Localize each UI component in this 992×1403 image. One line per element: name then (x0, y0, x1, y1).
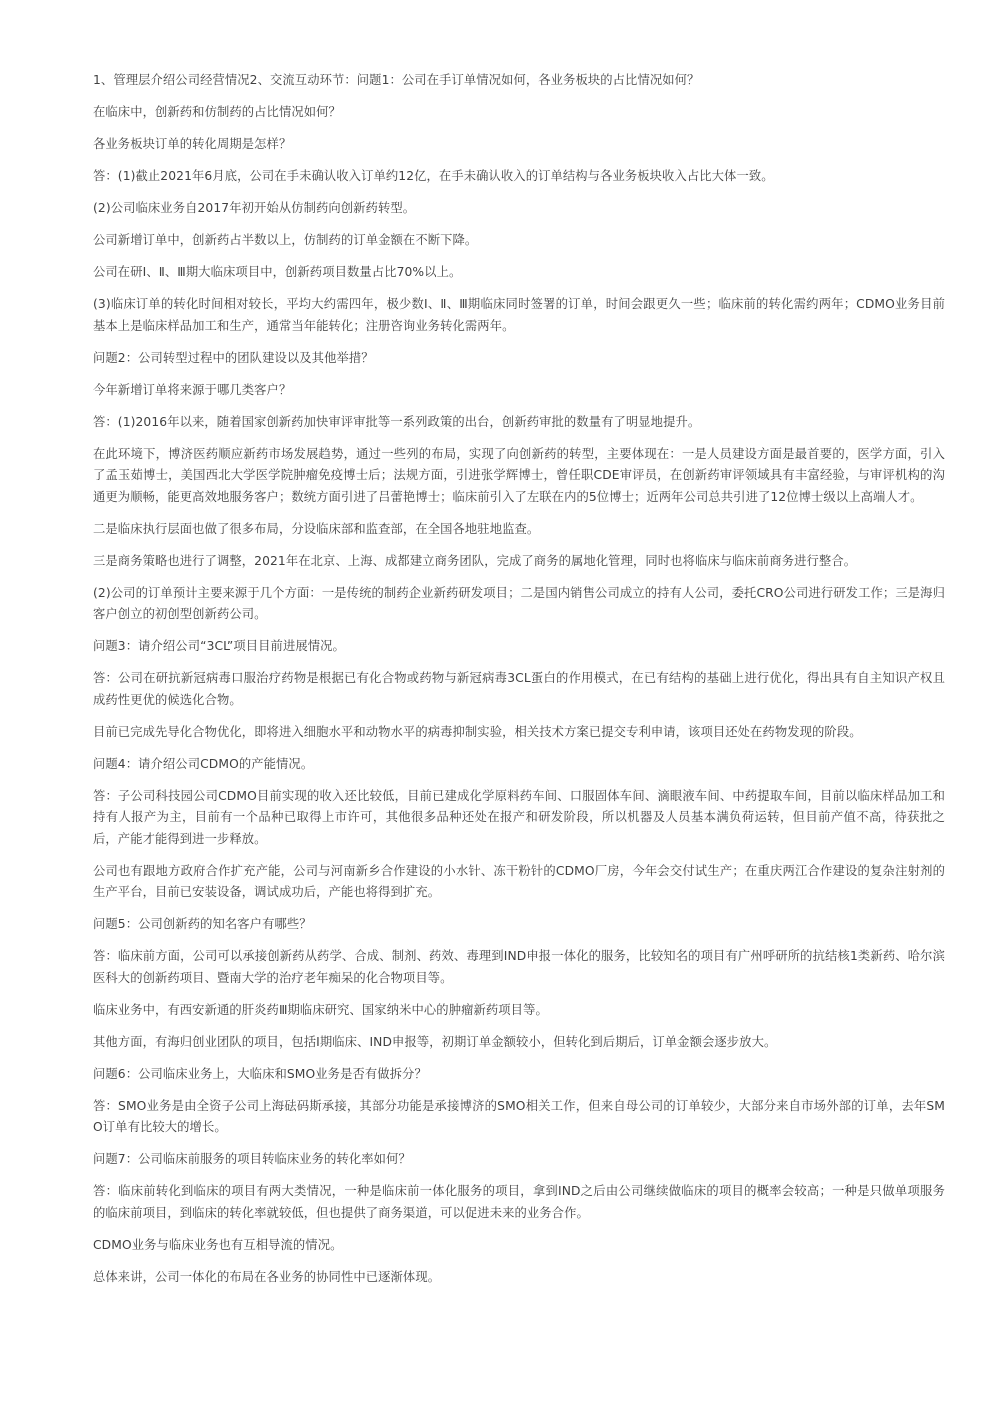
paragraph: 公司在研Ⅰ、Ⅱ、Ⅲ期大临床项目中，创新药项目数量占比70%以上。 (93, 265, 462, 279)
paragraph: 公司新增订单中，创新药占半数以上，仿制药的订单金额在不断下降。 (93, 233, 478, 247)
paragraph: (3)临床订单的转化时间相对较长，平均大约需四年，极少数Ⅰ、Ⅱ、Ⅲ期临床同时签署的订单，时间会跟更久一些；临床前的转化需约两年；CDMO业务目前基本上是临床样品加工和生产，通常当年能转化；注册咨询业务转化需两年。 (93, 297, 945, 333)
paragraph: 1、管理层介绍公司经营情况2、交流互动环节：问题1：公司在手订单情况如何，各业务板块的占比情况如何？ (93, 73, 700, 87)
paragraph: 在临床中，创新药和仿制药的占比情况如何？ (93, 105, 341, 119)
paragraph: 二是临床执行层面也做了很多布局，分设临床部和监查部，在全国各地驻地监查。 (93, 521, 540, 536)
paragraph: 问题4：请介绍公司CDMO的产能情况。 (93, 756, 314, 771)
paragraph: 问题2：公司转型过程中的团队建设以及其他举措？ (93, 350, 374, 365)
paragraph: 答：临床前转化到临床的项目有两大类情况，一种是临床前一体化服务的项目，拿到IND之后由公司继续做临床的项目的概率会较高；一种是只做单项服务的临床前项目，到临床的转化率就较低，但也提供了商务渠道，可以促进未来的业务合作。 (93, 1184, 945, 1220)
paragraph: 答：(1)2016年以来，随着国家创新药加快审评审批等一系列政策的出台，创新药审批的数量有了明显地提升。 (93, 414, 701, 429)
paragraph: 问题7：公司临床前服务的项目转临床业务的转化率如何？ (93, 1152, 411, 1166)
paragraph: 在此环境下，博济医药顺应新药市场发展趋势，通过一些列的布局，实现了向创新药的转型，主要体现在：一是人员建设方面是最首要的，医学方面，引入了孟玉茹博士，美国西北大学医学院肿瘤免疫博士后；法规方面，引进张学辉博士，曾任职CDE审评员，在创新药审评领域具有丰富经验，与审评机构的沟通更为顺畅，能更高效地服务客户；数统方面引进了吕蕾艳博士；临床前引入了左联在内的5位博士；近两年公司总共引进了12位博士级以上高端人才。 (93, 446, 945, 504)
paragraph: 各业务板块订单的转化周期是怎样？ (93, 137, 292, 151)
paragraph: 总体来讲，公司一体化的布局在各业务的协同性中已逐渐体现。 (93, 1269, 441, 1284)
paragraph: 答：SMO业务是由全资子公司上海砝码斯承接，其部分功能是承接博济的SMO相关工作，但来自母公司的订单较少，大部分来自市场外部的订单，去年SMO订单有比较大的增长。 (93, 1098, 945, 1134)
paragraph: (2)公司的订单预计主要来源于几个方面：一是传统的制药企业新药研发项目；二是国内销售公司成立的持有人公司，委托CRO公司进行研发工作；三是海归客户创立的初创型创新药公司。 (93, 585, 945, 621)
paragraph: 答：公司在研抗新冠病毒口服治疗药物是根据已有化合物或药物与新冠病毒3CL蛋白的作用模式，在已有结构的基础上进行优化，得出具有自主知识产权且成药性更优的候选化合物。 (93, 671, 945, 707)
paragraph: 问题5：公司创新药的知名客户有哪些？ (93, 917, 312, 931)
document-body (93, 70, 945, 1299)
paragraph: (2)公司临床业务自2017年初开始从仿制药向创新药转型。 (93, 201, 416, 215)
paragraph: 答：子公司科技园公司CDMO目前实现的收入还比较低，目前已建成化学原料药车间、口服固体车间、滴眼液车间、中药提取车间，目前以临床样品加工和持有人报产为主，目前有一个品种已取得上市许可，其他很多品种还处在报产和研发阶段，所以机器及人员基本满负荷运转，但目前产值不高，待获批之后，产能才能得到进一步释放。 (93, 788, 945, 846)
paragraph: 目前已完成先导化合物优化，即将进入细胞水平和动物水平的病毒抑制实验，相关技术方案已提交专利申请，该项目还处在药物发现的阶段。 (93, 724, 862, 739)
paragraph: 临床业务中，有西安新通的肝炎药Ⅲ期临床研究、国家纳米中心的肿瘤新药项目等。 (93, 1002, 548, 1017)
paragraph: 今年新增订单将来源于哪几类客户？ (93, 382, 292, 397)
paragraph: CDMO业务与临床业务也有互相导流的情况。 (93, 1237, 343, 1252)
paragraph: 公司也有跟地方政府合作扩充产能，公司与河南新乡合作建设的小水针、冻干粉针的CDMO厂房，今年会交付试生产；在重庆两江合作建设的复杂注射剂的生产平台，目前已安装设备，调试成功后，产能也将得到扩充。 (93, 863, 945, 899)
paragraph: 答：(1)截止2021年6月底，公司在手未确认收入订单约12亿，在手未确认收入的订单结构与各业务板块收入占比大体一致。 (93, 169, 774, 183)
paragraph: 其他方面，有海归创业团队的项目，包括Ⅰ期临床、IND申报等，初期订单金额较小，但转化到后期后，订单金额会逐步放大。 (93, 1034, 777, 1049)
paragraph: 三是商务策略也进行了调整，2021年在北京、上海、成都建立商务团队，完成了商务的属地化管理，同时也将临床与临床前商务进行整合。 (93, 553, 857, 568)
paragraph: 问题6：公司临床业务上，大临床和SMO业务是否有做拆分？ (93, 1066, 427, 1081)
paragraph: 问题3：请介绍公司“3CL”项目目前进展情况。 (93, 639, 345, 653)
paragraph: 答：临床前方面，公司可以承接创新药从药学、合成、制剂、药效、毒理到IND申报一体化的服务，比较知名的项目有广州呼研所的抗结核1类新药、哈尔滨医科大的创新药项目、暨南大学的治疗老年痴呆的化合物项目等。 (93, 949, 945, 985)
